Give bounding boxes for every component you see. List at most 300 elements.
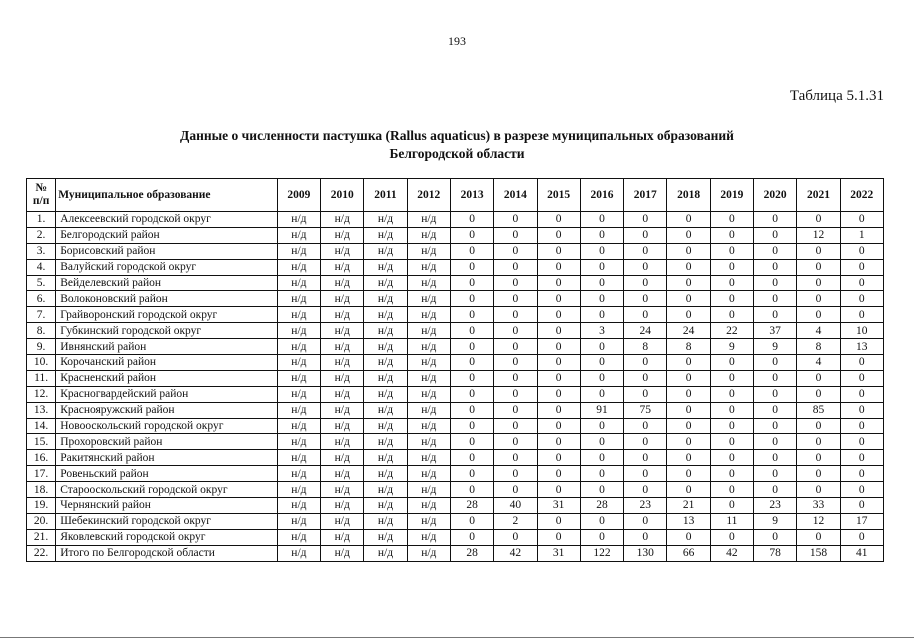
value-cell: 0	[667, 259, 710, 275]
value-cell: 3	[580, 323, 623, 339]
value-cell: н/д	[364, 307, 407, 323]
value-cell: 0	[667, 370, 710, 386]
value-cell: 0	[667, 275, 710, 291]
value-cell: 0	[710, 227, 753, 243]
value-cell: н/д	[277, 212, 320, 228]
value-cell: 0	[537, 275, 580, 291]
value-cell: 0	[624, 259, 667, 275]
value-cell: 0	[580, 482, 623, 498]
value-cell: 13	[840, 339, 883, 355]
value-cell: 0	[754, 355, 797, 371]
municipality-cell: Губкинский городской округ	[56, 323, 278, 339]
value-cell: 8	[797, 339, 840, 355]
value-cell: 0	[624, 418, 667, 434]
value-cell: 10	[840, 323, 883, 339]
value-cell: н/д	[407, 339, 450, 355]
table-row	[27, 339, 884, 355]
value-cell: 0	[450, 466, 493, 482]
value-cell: 0	[537, 513, 580, 529]
value-cell: 0	[450, 212, 493, 228]
row-number-cell: 3.	[27, 243, 56, 259]
table-body	[27, 212, 884, 562]
value-cell: н/д	[407, 275, 450, 291]
column-header-year: 2015	[537, 179, 580, 212]
value-cell: 0	[537, 482, 580, 498]
value-cell: 0	[450, 434, 493, 450]
value-cell: 0	[710, 482, 753, 498]
value-cell: н/д	[407, 227, 450, 243]
row-number-cell: 10.	[27, 355, 56, 371]
page-number: 193	[448, 34, 466, 48]
table-row	[27, 370, 884, 386]
value-cell: 0	[537, 529, 580, 545]
column-header-year: 2010	[321, 179, 364, 212]
value-cell: 0	[710, 307, 753, 323]
value-cell: 0	[537, 291, 580, 307]
value-cell: 0	[494, 482, 537, 498]
value-cell: 75	[624, 402, 667, 418]
column-header-year: 2014	[494, 179, 537, 212]
value-cell: 0	[710, 402, 753, 418]
value-cell: н/д	[407, 291, 450, 307]
value-cell: 0	[450, 339, 493, 355]
value-cell: 0	[494, 227, 537, 243]
table-row	[27, 275, 884, 291]
row-number-cell: 6.	[27, 291, 56, 307]
value-cell: н/д	[277, 529, 320, 545]
row-number-cell: 9.	[27, 339, 56, 355]
value-cell: н/д	[277, 275, 320, 291]
value-cell: 0	[537, 212, 580, 228]
value-cell: 0	[667, 386, 710, 402]
value-cell: 0	[624, 291, 667, 307]
table-row	[27, 482, 884, 498]
value-cell: 0	[710, 275, 753, 291]
value-cell: 0	[667, 450, 710, 466]
value-cell: н/д	[277, 339, 320, 355]
value-cell: 0	[754, 212, 797, 228]
column-header-year: 2012	[407, 179, 450, 212]
value-cell: н/д	[321, 291, 364, 307]
value-cell: н/д	[407, 513, 450, 529]
value-cell: н/д	[407, 402, 450, 418]
table-row	[27, 259, 884, 275]
value-cell: 28	[580, 498, 623, 514]
municipality-cell: Шебекинский городской округ	[56, 513, 278, 529]
value-cell: 42	[494, 545, 537, 561]
value-cell: 0	[840, 418, 883, 434]
value-cell: н/д	[321, 259, 364, 275]
value-cell: 28	[450, 545, 493, 561]
table-row	[27, 402, 884, 418]
value-cell: 0	[580, 212, 623, 228]
value-cell: 0	[624, 450, 667, 466]
value-cell: н/д	[321, 418, 364, 434]
value-cell: 0	[840, 450, 883, 466]
value-cell: 0	[840, 498, 883, 514]
value-cell: н/д	[321, 434, 364, 450]
municipality-cell: Вейделевский район	[56, 275, 278, 291]
value-cell: н/д	[364, 355, 407, 371]
value-cell: 0	[667, 402, 710, 418]
value-cell: 0	[494, 386, 537, 402]
column-header-year: 2020	[754, 179, 797, 212]
value-cell: н/д	[277, 402, 320, 418]
municipality-cell: Старооскольский городской округ	[56, 482, 278, 498]
value-cell: 0	[537, 434, 580, 450]
value-cell: 0	[797, 370, 840, 386]
value-cell: 0	[754, 370, 797, 386]
value-cell: 0	[624, 370, 667, 386]
value-cell: 0	[754, 402, 797, 418]
value-cell: 0	[840, 434, 883, 450]
row-number-cell: 16.	[27, 450, 56, 466]
value-cell: н/д	[277, 513, 320, 529]
value-cell: 0	[840, 482, 883, 498]
value-cell: 0	[797, 243, 840, 259]
value-cell: н/д	[321, 545, 364, 561]
value-cell: 0	[537, 323, 580, 339]
value-cell: 0	[450, 402, 493, 418]
value-cell: н/д	[321, 355, 364, 371]
municipality-cell: Корочанский район	[56, 355, 278, 371]
value-cell: н/д	[321, 370, 364, 386]
value-cell: 0	[840, 370, 883, 386]
table-row	[27, 513, 884, 529]
value-cell: н/д	[407, 498, 450, 514]
value-cell: н/д	[277, 355, 320, 371]
value-cell: 0	[494, 529, 537, 545]
value-cell: 0	[710, 434, 753, 450]
value-cell: 0	[754, 227, 797, 243]
value-cell: 0	[624, 355, 667, 371]
value-cell: 33	[797, 498, 840, 514]
value-cell: 0	[624, 529, 667, 545]
value-cell: 0	[710, 259, 753, 275]
value-cell: 0	[797, 466, 840, 482]
value-cell: н/д	[277, 323, 320, 339]
value-cell: н/д	[277, 466, 320, 482]
value-cell: 0	[667, 212, 710, 228]
value-cell: 0	[797, 275, 840, 291]
value-cell: 0	[754, 450, 797, 466]
value-cell: 0	[450, 243, 493, 259]
value-cell: 0	[494, 259, 537, 275]
value-cell: 0	[797, 482, 840, 498]
table-row	[27, 291, 884, 307]
row-number-cell: 14.	[27, 418, 56, 434]
value-cell: 0	[797, 529, 840, 545]
value-cell: 0	[797, 450, 840, 466]
value-cell: 8	[667, 339, 710, 355]
value-cell: 8	[624, 339, 667, 355]
value-cell: н/д	[364, 529, 407, 545]
value-cell: 0	[797, 291, 840, 307]
value-cell: 0	[624, 386, 667, 402]
value-cell: 0	[710, 212, 753, 228]
value-cell: н/д	[277, 243, 320, 259]
value-cell: н/д	[364, 386, 407, 402]
value-cell: 0	[450, 291, 493, 307]
row-number-cell: 20.	[27, 513, 56, 529]
value-cell: 122	[580, 545, 623, 561]
value-cell: н/д	[277, 545, 320, 561]
row-number-cell: 18.	[27, 482, 56, 498]
table-row	[27, 386, 884, 402]
value-cell: 0	[450, 450, 493, 466]
value-cell: 0	[580, 386, 623, 402]
value-cell: 0	[580, 466, 623, 482]
municipality-cell: Красногвардейский район	[56, 386, 278, 402]
value-cell: 0	[754, 243, 797, 259]
value-cell: н/д	[277, 386, 320, 402]
value-cell: 9	[754, 339, 797, 355]
value-cell: 0	[754, 529, 797, 545]
value-cell: н/д	[364, 434, 407, 450]
value-cell: 0	[754, 386, 797, 402]
value-cell: н/д	[277, 227, 320, 243]
value-cell: н/д	[407, 323, 450, 339]
value-cell: 0	[840, 386, 883, 402]
value-cell: 0	[710, 418, 753, 434]
value-cell: н/д	[407, 243, 450, 259]
municipality-cell: Белгородский район	[56, 227, 278, 243]
value-cell: н/д	[364, 498, 407, 514]
value-cell: 24	[667, 323, 710, 339]
value-cell: 9	[710, 339, 753, 355]
value-cell: 31	[537, 498, 580, 514]
value-cell: 0	[754, 466, 797, 482]
row-number-cell: 13.	[27, 402, 56, 418]
value-cell: 0	[710, 498, 753, 514]
value-cell: 0	[710, 450, 753, 466]
value-cell: н/д	[321, 339, 364, 355]
value-cell: н/д	[364, 259, 407, 275]
column-header-year: 2019	[710, 179, 753, 212]
value-cell: 0	[494, 323, 537, 339]
table-row	[27, 212, 884, 228]
value-cell: 0	[450, 259, 493, 275]
municipality-cell: Грайворонский городской округ	[56, 307, 278, 323]
value-cell: 0	[667, 466, 710, 482]
value-cell: н/д	[364, 402, 407, 418]
value-cell: 0	[580, 291, 623, 307]
value-cell: 0	[537, 370, 580, 386]
value-cell: 78	[754, 545, 797, 561]
value-cell: н/д	[321, 402, 364, 418]
value-cell: 0	[537, 450, 580, 466]
value-cell: 0	[580, 370, 623, 386]
row-number-cell: 11.	[27, 370, 56, 386]
value-cell: 0	[494, 339, 537, 355]
municipality-cell: Яковлевский городской округ	[56, 529, 278, 545]
value-cell: н/д	[364, 370, 407, 386]
value-cell: 0	[754, 307, 797, 323]
value-cell: 0	[537, 339, 580, 355]
municipality-cell: Прохоровский район	[56, 434, 278, 450]
value-cell: 0	[580, 450, 623, 466]
value-cell: 2	[494, 513, 537, 529]
value-cell: 0	[840, 355, 883, 371]
table-row	[27, 243, 884, 259]
bottom-rule	[0, 637, 914, 638]
value-cell: 0	[450, 307, 493, 323]
column-header-year: 2021	[797, 179, 840, 212]
value-cell: 0	[450, 275, 493, 291]
value-cell: 0	[580, 434, 623, 450]
value-cell: 0	[840, 307, 883, 323]
value-cell: 0	[624, 466, 667, 482]
value-cell: 0	[537, 243, 580, 259]
row-number-cell: 1.	[27, 212, 56, 228]
value-cell: 0	[797, 386, 840, 402]
value-cell: 0	[710, 243, 753, 259]
value-cell: 0	[494, 466, 537, 482]
value-cell: 0	[667, 434, 710, 450]
value-cell: 0	[797, 259, 840, 275]
value-cell: 0	[494, 418, 537, 434]
table-row	[27, 529, 884, 545]
row-number-cell: 4.	[27, 259, 56, 275]
title-line-1: Данные о численности пастушка (Rallus aquaticus) в разрезе муниципальных образований	[180, 128, 734, 143]
row-number-cell: 5.	[27, 275, 56, 291]
municipality-cell: Валуйский городской округ	[56, 259, 278, 275]
value-cell: н/д	[364, 450, 407, 466]
value-cell: 37	[754, 323, 797, 339]
value-cell: н/д	[364, 291, 407, 307]
value-cell: 0	[494, 355, 537, 371]
value-cell: 0	[624, 212, 667, 228]
value-cell: н/д	[407, 259, 450, 275]
value-cell: н/д	[364, 482, 407, 498]
value-cell: н/д	[364, 227, 407, 243]
value-cell: н/д	[277, 498, 320, 514]
value-cell: 0	[537, 227, 580, 243]
value-cell: 13	[667, 513, 710, 529]
value-cell: н/д	[277, 291, 320, 307]
value-cell: н/д	[277, 307, 320, 323]
value-cell: 0	[494, 212, 537, 228]
value-cell: 0	[840, 529, 883, 545]
value-cell: 0	[710, 529, 753, 545]
value-cell: н/д	[364, 323, 407, 339]
value-cell: 0	[450, 386, 493, 402]
municipality-cell: Итого по Белгородской области	[56, 545, 278, 561]
value-cell: н/д	[407, 434, 450, 450]
value-cell: 130	[624, 545, 667, 561]
value-cell: 11	[710, 513, 753, 529]
value-cell: 0	[537, 355, 580, 371]
value-cell: 0	[450, 418, 493, 434]
column-header-year: 2013	[450, 179, 493, 212]
value-cell: н/д	[407, 418, 450, 434]
value-cell: 12	[797, 513, 840, 529]
value-cell: н/д	[277, 482, 320, 498]
value-cell: 0	[450, 323, 493, 339]
column-header-year: 2009	[277, 179, 320, 212]
municipality-cell: Ракитянский район	[56, 450, 278, 466]
value-cell: 0	[710, 370, 753, 386]
column-header-municipality: Муниципальное образование	[56, 179, 278, 212]
value-cell: 0	[580, 355, 623, 371]
value-cell: н/д	[321, 529, 364, 545]
value-cell: н/д	[321, 498, 364, 514]
municipality-cell: Борисовский район	[56, 243, 278, 259]
municipality-cell: Чернянский район	[56, 498, 278, 514]
table-row	[27, 355, 884, 371]
value-cell: 0	[754, 418, 797, 434]
value-cell: 9	[754, 513, 797, 529]
row-number-cell: 12.	[27, 386, 56, 402]
value-cell: н/д	[364, 545, 407, 561]
value-cell: н/д	[407, 307, 450, 323]
value-cell: 0	[667, 307, 710, 323]
value-cell: 0	[840, 243, 883, 259]
value-cell: 0	[710, 466, 753, 482]
value-cell: 0	[537, 418, 580, 434]
value-cell: 0	[710, 291, 753, 307]
value-cell: 4	[797, 323, 840, 339]
value-cell: н/д	[321, 466, 364, 482]
value-cell: н/д	[407, 482, 450, 498]
table-label: Таблица 5.1.31	[789, 88, 884, 104]
row-number-cell: 19.	[27, 498, 56, 514]
value-cell: н/д	[407, 370, 450, 386]
value-cell: 24	[624, 323, 667, 339]
value-cell: 0	[580, 259, 623, 275]
value-cell: 0	[580, 307, 623, 323]
value-cell: н/д	[321, 275, 364, 291]
table-header-row	[27, 179, 884, 212]
value-cell: 0	[667, 529, 710, 545]
value-cell: 0	[624, 513, 667, 529]
column-header-year: 2011	[364, 179, 407, 212]
value-cell: н/д	[407, 450, 450, 466]
value-cell: 23	[754, 498, 797, 514]
row-number-cell: 22.	[27, 545, 56, 561]
value-cell: 0	[450, 370, 493, 386]
value-cell: н/д	[364, 339, 407, 355]
value-cell: н/д	[321, 450, 364, 466]
value-cell: 0	[494, 434, 537, 450]
value-cell: н/д	[364, 513, 407, 529]
value-cell: н/д	[321, 482, 364, 498]
value-cell: н/д	[364, 275, 407, 291]
table-row	[27, 323, 884, 339]
value-cell: 0	[624, 482, 667, 498]
value-cell: 0	[494, 291, 537, 307]
value-cell: н/д	[321, 243, 364, 259]
column-header-year: 2022	[840, 179, 883, 212]
value-cell: 0	[754, 482, 797, 498]
value-cell: 0	[580, 339, 623, 355]
value-cell: 0	[754, 275, 797, 291]
value-cell: 0	[494, 307, 537, 323]
value-cell: н/д	[321, 513, 364, 529]
value-cell: 0	[537, 466, 580, 482]
value-cell: н/д	[364, 466, 407, 482]
value-cell: 1	[840, 227, 883, 243]
value-cell: 17	[840, 513, 883, 529]
value-cell: 0	[840, 259, 883, 275]
row-number-cell: 8.	[27, 323, 56, 339]
value-cell: 0	[494, 275, 537, 291]
value-cell: н/д	[321, 307, 364, 323]
value-cell: 0	[667, 243, 710, 259]
column-header-year: 2016	[580, 179, 623, 212]
value-cell: н/д	[321, 212, 364, 228]
value-cell: 0	[537, 259, 580, 275]
